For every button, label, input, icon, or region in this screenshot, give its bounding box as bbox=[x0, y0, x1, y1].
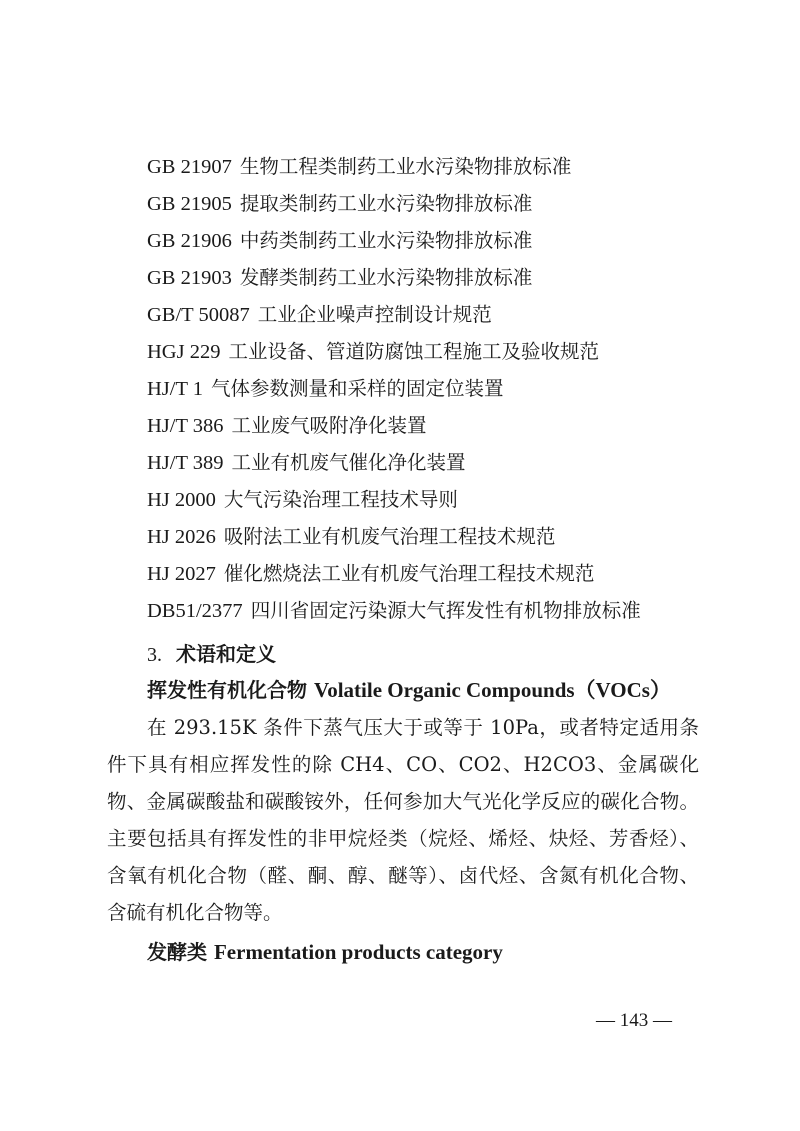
term-en: Fermentation products category bbox=[213, 940, 503, 964]
reference-code: HJ/T 386 bbox=[147, 415, 224, 437]
reference-title: 大气污染治理工程技术导则 bbox=[223, 488, 458, 511]
term-zh: 发酵类 bbox=[147, 940, 207, 964]
term-en: Volatile Organic Compounds（VOCs） bbox=[313, 678, 671, 702]
reference-code: DB51/2377 bbox=[147, 600, 243, 622]
term-heading-vocs bbox=[147, 672, 671, 709]
reference-code: HJ 2026 bbox=[147, 526, 216, 548]
reference-item bbox=[147, 444, 747, 481]
reference-title: 提取类制药工业水污染物排放标准 bbox=[239, 192, 533, 215]
reference-title: 工业有机废气催化净化装置 bbox=[231, 451, 466, 474]
section-heading bbox=[147, 636, 276, 673]
reference-list bbox=[147, 148, 747, 629]
reference-item bbox=[147, 222, 747, 259]
reference-item bbox=[147, 185, 747, 222]
term-zh: 挥发性有机化合物 bbox=[147, 678, 307, 702]
reference-item bbox=[147, 555, 747, 592]
reference-code: GB 21905 bbox=[147, 193, 232, 215]
reference-title: 生物工程类制药工业水污染物排放标准 bbox=[239, 155, 572, 178]
reference-code: GB 21907 bbox=[147, 156, 232, 178]
reference-item bbox=[147, 481, 747, 518]
reference-title: 吸附法工业有机废气治理工程技术规范 bbox=[223, 525, 556, 548]
reference-item bbox=[147, 333, 747, 370]
section-number: 3. bbox=[147, 644, 162, 666]
reference-code: HJ/T 389 bbox=[147, 452, 224, 474]
reference-item bbox=[147, 370, 747, 407]
reference-item bbox=[147, 148, 747, 185]
reference-title: 工业企业噪声控制设计规范 bbox=[257, 303, 492, 326]
reference-title: 气体参数测量和采样的固定位装置 bbox=[211, 377, 504, 400]
reference-code: HJ/T 1 bbox=[147, 378, 204, 400]
page-number: — 143 — bbox=[596, 1010, 672, 1031]
reference-title: 中药类制药工业水污染物排放标准 bbox=[239, 229, 533, 252]
reference-title: 四川省固定污染源大气挥发性有机物排放标准 bbox=[250, 599, 641, 622]
reference-code: HJ 2027 bbox=[147, 563, 216, 585]
term-heading-fermentation bbox=[147, 934, 503, 971]
reference-title: 催化燃烧法工业有机废气治理工程技术规范 bbox=[223, 562, 595, 585]
reference-title: 发酵类制药工业水污染物排放标准 bbox=[239, 266, 533, 289]
reference-code: HGJ 229 bbox=[147, 341, 221, 363]
reference-code: GB/T 50087 bbox=[147, 304, 250, 326]
reference-item bbox=[147, 592, 747, 629]
definition-paragraph: 在 293.15K 条件下蒸气压大于或等于 10Pa，或者特定适用条件下具有相应挥发性的除 CH4、CO、CO2、H2CO3、金属碳化物、金属碳酸盐和碳酸铵外，任何参加大气光化学反应的碳化合物。主要包括具有挥发性的非甲烷烃类（烷烃、烯烃、炔烃、芳香烃）、含氧有机化合物（醛、酮、醇、醚等）、卤代烃、含氮有机化合物、含硫有机化合物等。 bbox=[107, 716, 699, 924]
reference-item bbox=[147, 518, 747, 555]
reference-item bbox=[147, 407, 747, 444]
reference-item bbox=[147, 259, 747, 296]
reference-code: GB 21906 bbox=[147, 230, 232, 252]
reference-item bbox=[147, 296, 747, 333]
section-title: 术语和定义 bbox=[176, 642, 276, 666]
reference-code: HJ 2000 bbox=[147, 489, 216, 511]
reference-code: GB 21903 bbox=[147, 267, 232, 289]
reference-title: 工业设备、管道防腐蚀工程施工及验收规范 bbox=[228, 340, 599, 363]
reference-title: 工业废气吸附净化装置 bbox=[231, 414, 427, 437]
